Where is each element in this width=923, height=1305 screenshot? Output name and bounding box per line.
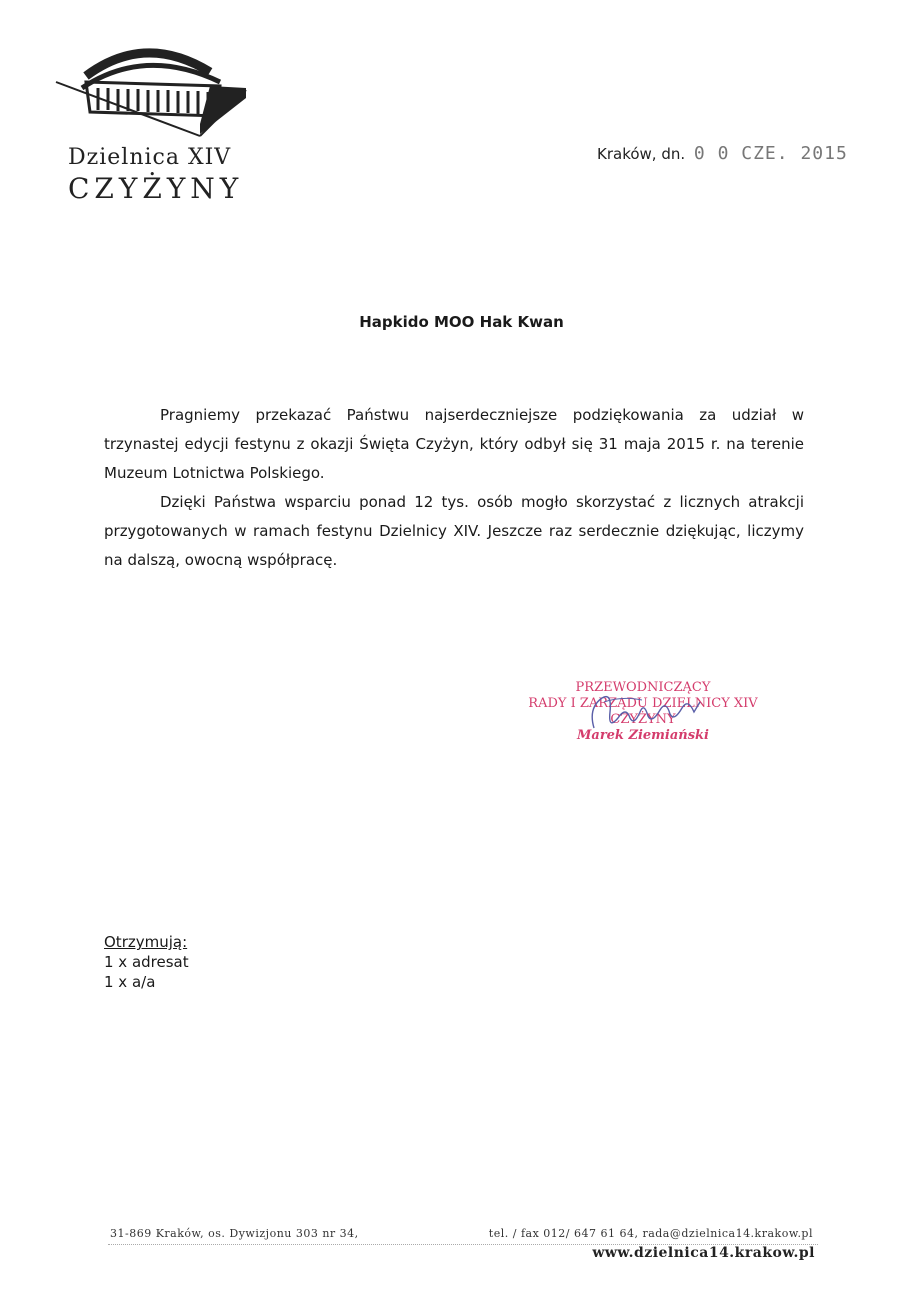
footer-address: 31-869 Kraków, os. Dywizjonu 303 nr 34, — [110, 1227, 359, 1240]
letter-body — [104, 401, 804, 575]
body-paragraph: Dzięki Państwa wsparciu ponad 12 tys. osób mogło skorzystać z licznych atrakcji przygotowanych w ramach festynu Dzielnicy XIV. Jeszcze raz serdecznie dziękując, liczymy na dalszą, owocną współpracę. — [104, 493, 804, 569]
letterhead-district: Dzielnica XIV — [68, 145, 232, 170]
recipient-name: Hapkido MOO Hak Kwan — [359, 313, 564, 331]
letterhead-name: CZYŻYNY — [68, 172, 244, 205]
signature-name: Marek Ziemiański — [577, 728, 709, 743]
footer-contact: tel. / fax 012/ 647 61 64, rada@dzielnica14.krakow.pl — [488, 1227, 813, 1240]
date-line — [597, 143, 848, 164]
date-prefix: Kraków, dn. — [597, 145, 686, 163]
arched-hangar-logo-icon — [50, 38, 260, 138]
signature-title: PRZEWODNICZĄCY — [575, 680, 711, 695]
date-stamp: 0 0 CZE. 2015 — [693, 143, 848, 164]
signature-title: RADY I ZARZĄDU DZIELNICY XIV — [528, 696, 758, 711]
signature-title: CZYŻYNY — [610, 712, 676, 727]
list-item: 1 x adresat — [104, 953, 189, 971]
handwritten-signature-icon — [582, 688, 712, 736]
footer-website: www.dzielnica14.krakow.pl — [592, 1245, 815, 1261]
body-paragraph: Pragniemy przekazać Państwu najserdeczniejsze podziękowania za udział w trzynastej edycji festynu z okazji Święta Czyżyn, który odbył się 31 maja 2015 r. na terenie Muzeum Lotnictwa Polskiego. — [104, 406, 804, 482]
logo — [50, 38, 260, 138]
recipients-header: Otrzymują: — [104, 933, 188, 951]
recipients-list — [104, 932, 189, 992]
signature-stamp — [512, 680, 774, 744]
list-item: 1 x a/a — [104, 973, 156, 991]
